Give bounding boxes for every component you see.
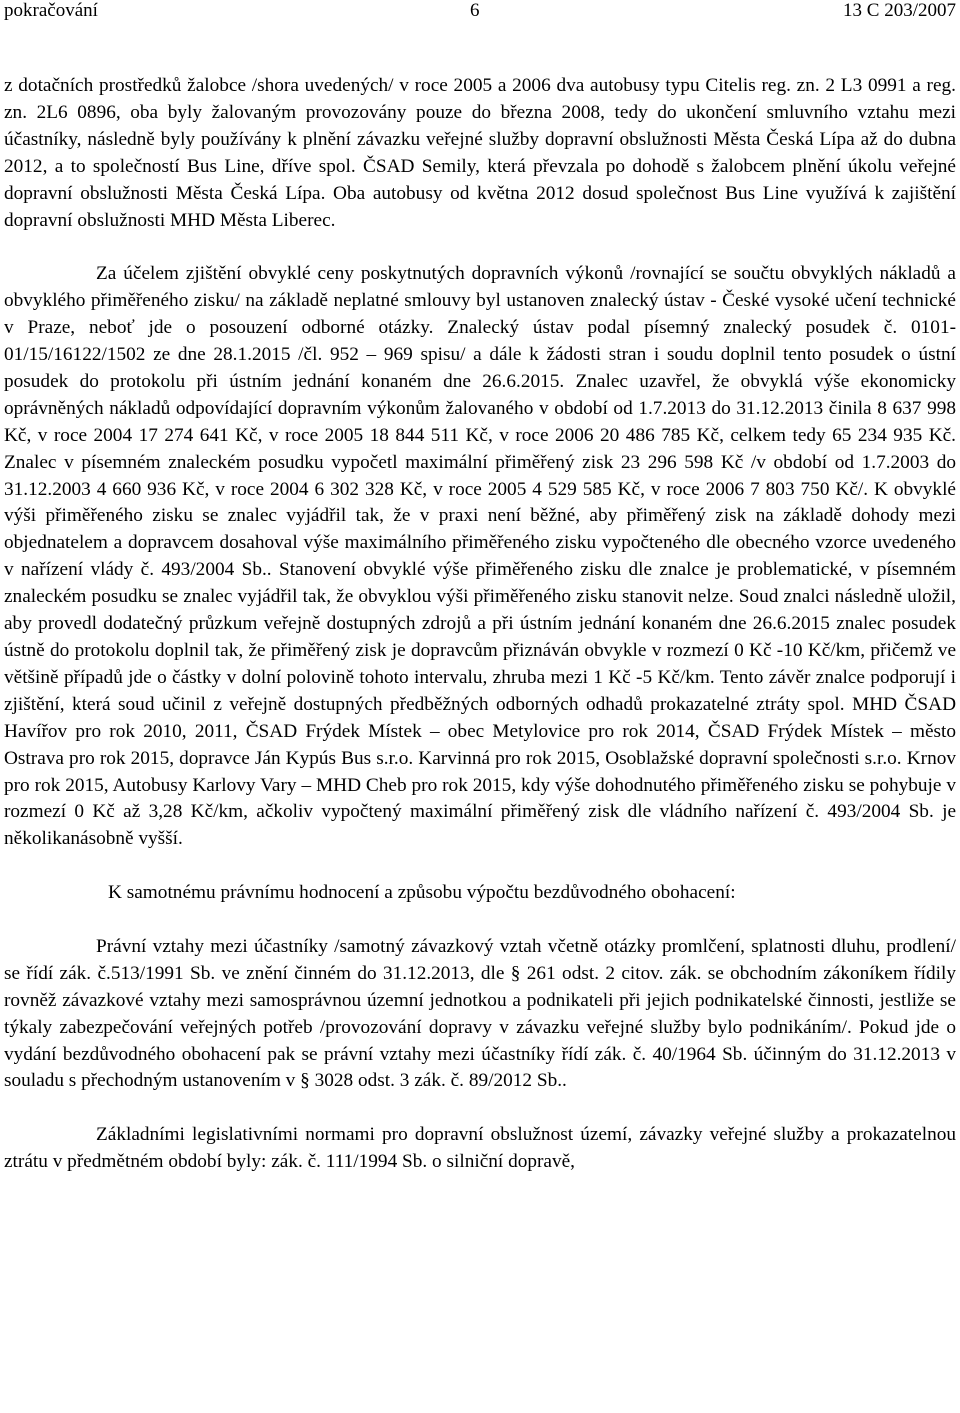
page-header [0,0,960,22]
header-continuation-label: pokračování [4,0,98,21]
page-number: 6 [470,0,480,21]
paragraph-spacer [4,907,956,934]
section-heading: K samotnému právnímu hodnocení a způsobu výpočtu bezdůvodného obohacení: [108,882,736,904]
case-number: 13 C 203/2007 [843,0,956,21]
paragraph-spacer [4,1095,956,1122]
paragraph-expert-opinion: Za účelem zjištění obvyklé ceny poskytnutých dopravních výkonů /rovnající se součtu obvyklých nákladů a obvyklého přiměřeného zisku/ na základě neplatné smlouvy byl ustanoven znalecký ústav - České vysoké učení technické v Praze, neboť jde o posouzení odborné otázky. Znalecký ústav podal písemný znalecký posudek č. 0101-01/15/16122/1502 ze dne 28.1.2015 /čl. 952 – 969 spisu/ a dále k žádosti stran i soudu doplnil tento posudek o ústní posudek do protokolu při ústním jednání konaném dne 26.6.2015. Znalec uzavřel, že obvyklá výše ekonomicky oprávněných nákladů odpovídající dopravním výkonům žalovaného v období od 1.7.2013 do 31.12.2013 činila 8 637 998 Kč, v roce 2004 17 274 641 Kč, v roce 2005 18 844 511 Kč, v roce 2006 20 486 785 Kč, celkem tedy 65 234 935 Kč. Znalec v písemném znaleckém posudku vypočetl maximální přiměřený zisk 23 296 598 Kč /v období od 1.7.2003 do 31.12.2003 4 660 936 Kč, v roce 2004 6 302 328 Kč, v roce 2005 4 529 585 Kč, v roce 2006 7 803 750 Kč/. K obvyklé výši přiměřeného zisku se znalec vyjádřil tak, že v praxi není běžné, aby přiměřený zisk na základě dohody mezi objednatelem a dopravcem dosahoval výše maximálního přiměřeného zisku vypočteného dle obecného vzorce uvedeného v nařízení vlády č. 493/2004 Sb.. Stanovení obvyklé výše přiměřeného zisku dle znalce je problematické, v písemném znaleckém posudku se znalec vyjádřil tak, že obvyklou výši přiměřeného zisku stanovit nelze. Soud znalci následně uložil, aby provedl dodatečný průzkum veřejně dostupných zdrojů a při ústním jednání konaném dne 26.6.2015 znalec posudek ústně do protokolu doplnil tak, že přiměřený zisk je dopravcům přiznáván obvykle v rozmezí 0 Kč -10 Kč/km, přičemž ve většině případů jde o částky v dolní polovině tohoto intervalu, zhruba mezi 1 Kč -5 Kč/km. Tento závěr znalce podporují i zjištění, která soud učinil z veřejně dostupných předběžných odborných odhadů prokazatelné ztráty spol. MHD ČSAD Havířov pro rok 2010, 2011, ČSAD Frýdek Místek – obec Metylovice pro rok 2014, ČSAD Frýdek Místek – město Ostrava pro rok 2015, dopravce Ján Kypús Bus s.r.o. Karvinná pro rok 2015, Osoblažské dopravní společnosti s.r.o. Krnov pro rok 2015, Autobusy Karlovy Vary – MHD Cheb pro rok 2015, kdy výše dohodnutého přiměřeného zisku se pohybuje v rozmezí 0 Kč až 3,28 Kč/km, ačkoliv vypočtený maximální přiměřený zisk dle vládního nařízení č. 493/2004 Sb. je několikanásobně vyšší. [4,263,956,850]
document-body [4,73,956,1176]
paragraph-spacer [4,234,956,261]
paragraph-legal-relations: Právní vztahy mezi účastníky /samotný závazkový vztah včetně otázky promlčení, splatnosti dluhu, prodlení/ se řídí zák. č.513/1991 Sb. ve znění činném do 31.12.2013, dle § 261 odst. 2 citov. zák. se obchodním zákoníkem řídily rovněž závazkové vztahy mezi samosprávnou územní jednotkou a podnikateli při jejich podnikatelské činnosti, jestliže se týkaly zabezpečování veřejných potřeb /provozování dopravy v závazku veřejné služby bylo podnikáním/. Pokud jde o vydání bezdůvodného obohacení pak se právní vztahy mezi účastníky řídí zák. č. 40/1964 Sb. účinným do 31.12.2013 v souladu s přechodným ustanovením v § 3028 odst. 3 zák. č. 89/2012 Sb.. [4,935,956,1092]
paragraph-buses: z dotačních prostředků žalobce /shora uvedených/ v roce 2005 a 2006 dva autobusy typu Citelis reg. zn. 2 L3 0991 a reg. zn. 2L6 0896, oba byly žalovaným provozovány pouze do března 2008, tedy do ukončení smluvního vztahu mezi účastníky, následně byly používány k plnění závazku veřejné služby dopravní obslužnosti Města Česká Lípa až do dubna 2012, a to společností Bus Line, dříve spol. ČSAD Semily, která převzala po dohodě s žalobcem plnění úkolu veřejné dopravní obslužnosti Města Česká Lípa. Oba autobusy od května 2012 dosud společnost Bus Line využívá k zajištění dopravní obslužnosti MHD Města Liberec. [4,75,956,231]
paragraph-legislation: Základními legislativními normami pro dopravní obslužnost území, závazky veřejné služby a prokazatelnou ztrátu v předmětném období byly: zák. č. 111/1994 Sb. o silniční dopravě, [4,1124,956,1173]
paragraph-spacer [4,853,956,880]
